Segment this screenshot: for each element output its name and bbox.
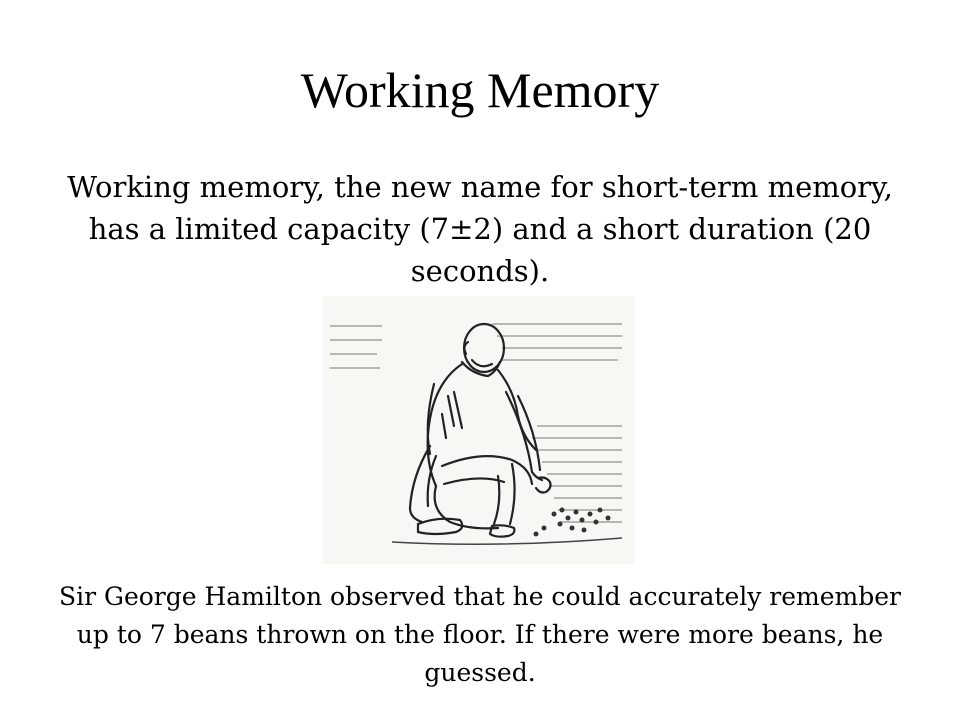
- intro-text: Working memory, the new name for short-term memory, has a limited capacity (7±2) and a short duration (20 seconds).: [67, 170, 893, 288]
- caption-text: Sir George Hamilton observed that he could accurately remember up to 7 beans thrown on the floor. If there were more beans, he guessed.: [58, 582, 902, 687]
- bean-counting-illustration: [322, 296, 634, 564]
- slide-title: Working Memory: [300, 62, 660, 118]
- background-text-lines: [330, 324, 622, 522]
- man-sketch: [410, 324, 551, 537]
- floor-line: [392, 538, 622, 544]
